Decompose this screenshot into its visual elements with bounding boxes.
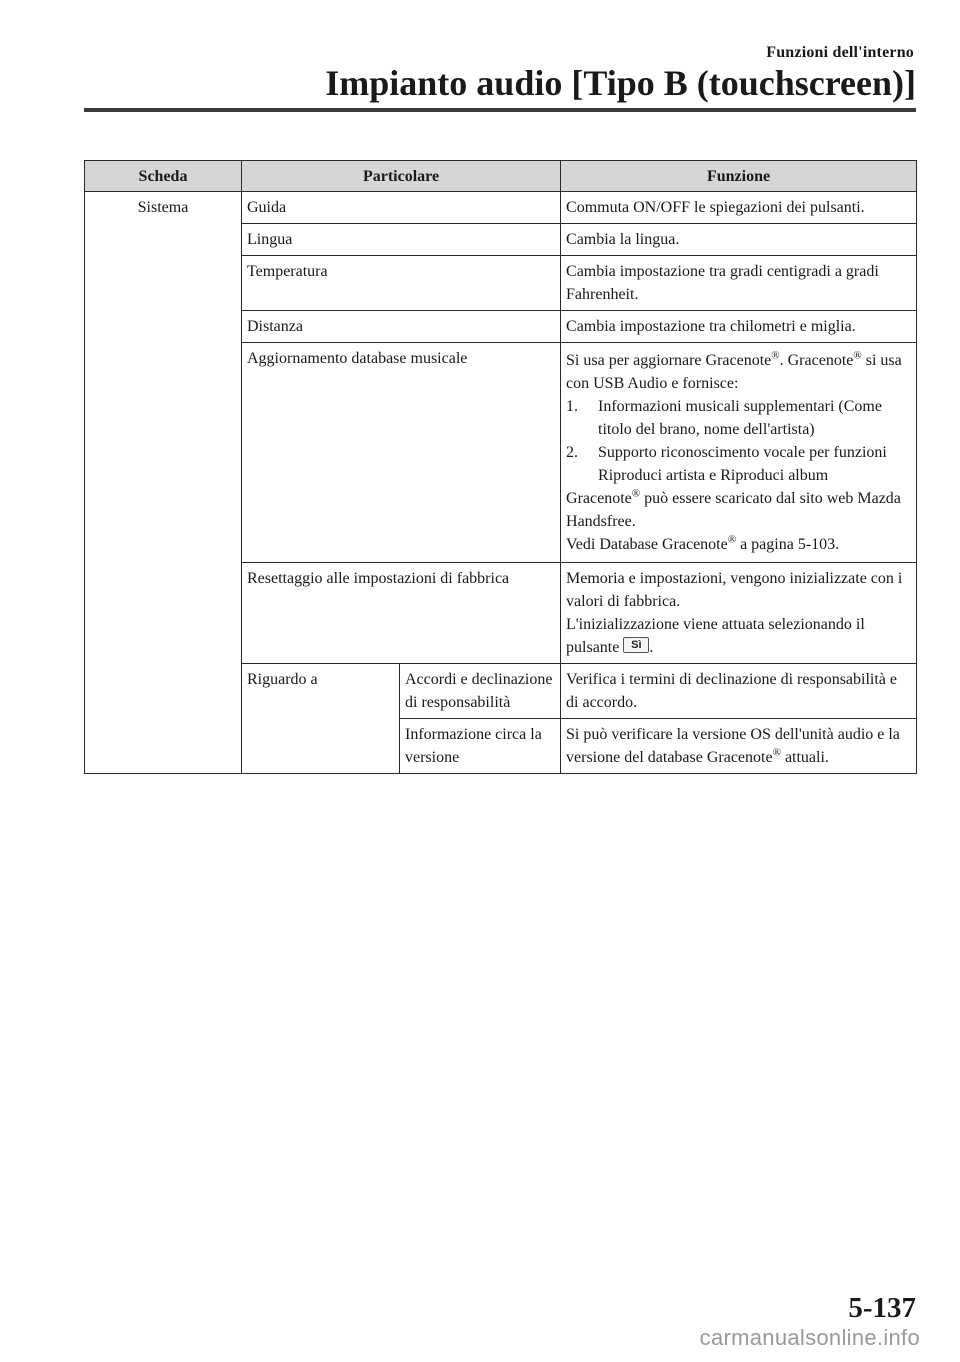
table-header-row [85, 161, 917, 192]
page-reference: Vedi Database Gracenote® a pagina 5-103. [566, 533, 840, 553]
function-cell: Cambia impostazione tra chilometri e miglia. [561, 311, 917, 343]
table-row [85, 192, 917, 224]
function-cell: Cambia impostazione tra gradi centigradi a gradi Fahrenheit. [561, 256, 917, 311]
item-cell: Lingua [242, 224, 561, 256]
page-title: Impianto audio [Tipo B (touchscreen)] [325, 63, 916, 103]
riguardo-cell: Riguardo a [242, 664, 400, 774]
item-cell: Resettaggio alle impostazioni di fabbrica [242, 563, 561, 664]
download-note: Gracenote® può essere scaricato dal sito web Mazda Handsfree. [566, 487, 901, 530]
sub-item-cell: Informazione circa la versione [400, 719, 561, 774]
list-item: 2. Supporto riconoscimento vocale per funzioni Riproduci artista e Riproduci album [566, 444, 887, 484]
function-cell: Commuta ON/OFF le spiegazioni dei pulsanti. [561, 192, 917, 224]
settings-table [84, 160, 917, 774]
item-cell: Temperatura [242, 256, 561, 311]
column-header-funzione: Funzione [561, 161, 917, 192]
function-intro: Si usa per aggiornare Gracenote®. Gracenote® si usa con USB Audio e fornisce: [566, 349, 902, 392]
function-cell: Si può verificare la versione OS dell'unità audio e la versione del database Gracenote® attuali. [561, 719, 917, 774]
section-label: Funzioni dell'interno [766, 44, 914, 61]
si-button-icon: Sì [623, 637, 649, 653]
footer-watermark: carmanualsonline.info [699, 1325, 920, 1350]
item-cell: Aggiornamento database musicale [242, 343, 561, 563]
function-cell: Cambia la lingua. [561, 224, 917, 256]
column-header-particolare: Particolare [242, 161, 561, 192]
function-cell [561, 563, 917, 664]
title-rule [84, 108, 916, 112]
function-text: L'inizializzazione viene attuata selezionando il pulsante Sì . [566, 616, 865, 656]
function-cell: Verifica i termini di declinazione di responsabilità e di accordo. [561, 664, 917, 719]
feature-list [566, 395, 911, 487]
column-header-scheda: Scheda [85, 161, 242, 192]
item-cell: Guida [242, 192, 561, 224]
scheda-cell: Sistema [85, 192, 242, 774]
sub-item-cell: Accordi e declinazione di responsabilità [400, 664, 561, 719]
page-number: 5-137 [848, 1292, 916, 1324]
function-cell [561, 343, 917, 563]
list-item: 1. Informazioni musicali supplementari (Come titolo del brano, nome dell'artista) [566, 398, 882, 438]
function-text: Memoria e impostazioni, vengono inizializzate con i valori di fabbrica. [566, 570, 903, 610]
item-cell: Distanza [242, 311, 561, 343]
